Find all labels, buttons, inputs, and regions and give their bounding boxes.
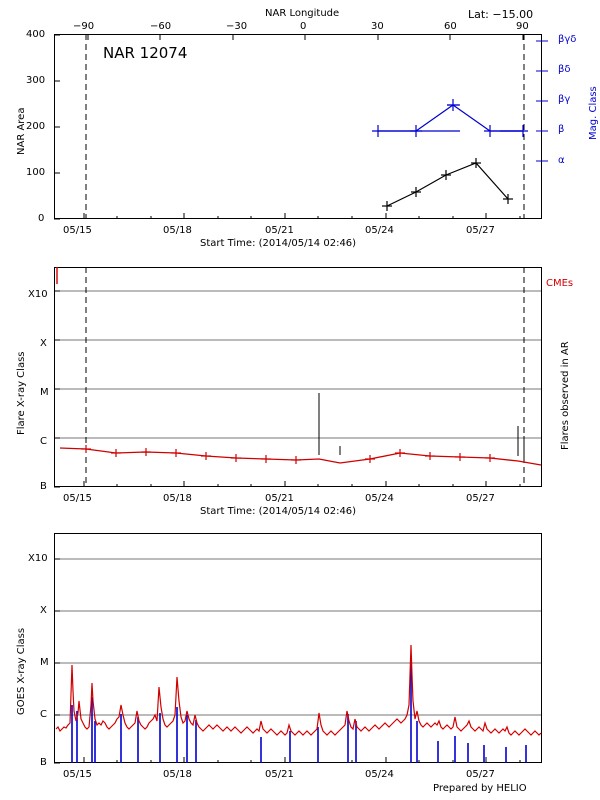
panel3-xtick-0515: 05/15	[63, 769, 92, 780]
panel3-xtick-0524: 05/24	[365, 769, 394, 780]
panel1-ytick-300: 300	[26, 75, 46, 86]
panel3-xtick-0521: 05/21	[265, 769, 294, 780]
panel3-ytick-M: M	[40, 657, 49, 668]
magclass-tick-beta: β	[558, 124, 565, 135]
panel1-plot	[0, 0, 600, 250]
top-tick--90: −90	[73, 21, 95, 32]
goes-flux-curve	[56, 645, 541, 735]
panel2-plot	[0, 250, 600, 515]
panel1-xtick-0524: 05/24	[365, 225, 394, 236]
panel1-xtick-0521: 05/21	[265, 225, 294, 236]
panel2-ytick-B: B	[40, 481, 47, 492]
panel1-ytick-400: 400	[26, 29, 46, 40]
panel-goes-xray-class	[0, 515, 600, 800]
panel2-xtick-0518: 05/18	[163, 493, 192, 504]
panel-flare-xray-class	[0, 250, 600, 515]
panel2-ylabel: Flare X-ray Class	[16, 351, 27, 435]
panel2-xtick-0527: 05/27	[466, 493, 495, 504]
top-tick--60: −60	[150, 21, 172, 32]
latitude-label: Lat: −15.00	[468, 8, 534, 21]
panel2-xtick-0521: 05/21	[265, 493, 294, 504]
panel1-xtick-0518: 05/18	[163, 225, 192, 236]
panel3-ytick-X10: X10	[28, 553, 48, 564]
top-axis-title: NAR Longitude	[265, 8, 340, 19]
magclass-tick-betagamma: βγ	[558, 94, 571, 105]
panel3-ytick-X: X	[40, 605, 47, 616]
panel1-ytick-100: 100	[26, 167, 46, 178]
panel-nar-area	[0, 0, 600, 250]
panel2-ytick-M: M	[40, 387, 49, 398]
top-tick--30: −30	[226, 21, 248, 32]
panel2-right-label: Flares observed in AR	[560, 341, 571, 450]
panel2-cmes-label: CMEs	[546, 278, 574, 289]
panel1-ylabel: NAR Area	[16, 107, 27, 155]
top-tick-90: 90	[516, 21, 529, 32]
panel3-ytick-B: B	[40, 757, 47, 768]
prepared-by-label: Prepared by HELIO	[433, 783, 527, 794]
top-tick-60: 60	[444, 21, 457, 32]
panel1-xlabel: Start Time: (2014/05/14 02:46)	[200, 238, 357, 249]
panel1-ytick-0: 0	[38, 213, 45, 224]
panel2-ytick-C: C	[40, 436, 47, 447]
magclass-tick-betagammadelta: βγδ	[558, 34, 577, 45]
panel2-xlabel: Start Time: (2014/05/14 02:46)	[200, 506, 357, 517]
panel2-ytick-X10: X10	[28, 289, 48, 300]
panel3-xtick-0518: 05/18	[163, 769, 192, 780]
magclass-tick-alpha: α	[558, 155, 565, 166]
panel1-title: NAR 12074	[103, 44, 188, 62]
panel3-ytick-C: C	[40, 709, 47, 720]
panel2-ytick-X: X	[40, 338, 47, 349]
panel3-xtick-0527: 05/27	[466, 769, 495, 780]
magclass-tick-betadelta: βδ	[558, 64, 571, 75]
top-tick-0: 0	[300, 21, 307, 32]
top-tick-30: 30	[371, 21, 384, 32]
panel3-plot	[0, 515, 600, 800]
panel1-xtick-0515: 05/15	[63, 225, 92, 236]
panel1-xtick-0527: 05/27	[466, 225, 495, 236]
panel1-right-label: Mag. Class	[588, 86, 599, 140]
panel3-ylabel: GOES X-ray Class	[16, 627, 27, 715]
panel2-xtick-0524: 05/24	[365, 493, 394, 504]
panel1-ytick-200: 200	[26, 121, 46, 132]
panel2-xtick-0515: 05/15	[63, 493, 92, 504]
